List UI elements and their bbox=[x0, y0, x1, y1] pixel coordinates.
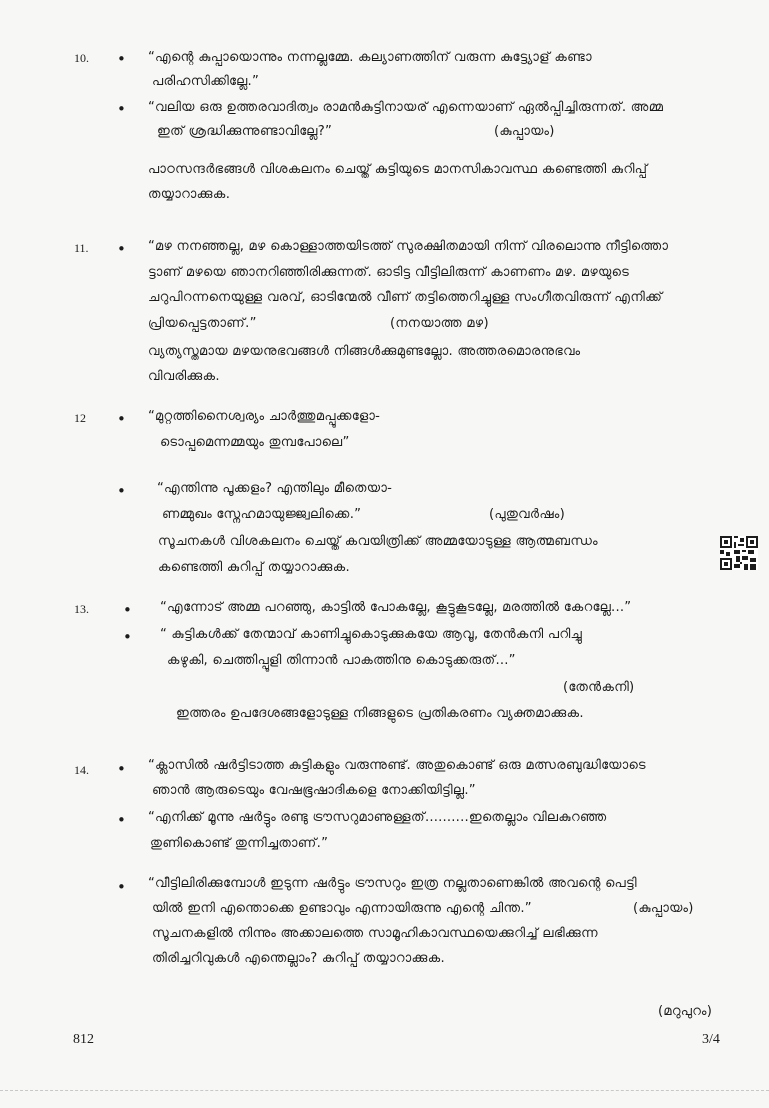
q11-quote-line4: പ്രിയപ്പെട്ടതാണ്.” bbox=[148, 316, 257, 331]
q10-quote1-line2: പരിഹസിക്കില്ലേ.” bbox=[152, 74, 259, 89]
question-number-12: 12 bbox=[74, 411, 86, 425]
bullet-icon: • bbox=[117, 50, 126, 68]
q12-quote2-line2: ണമ്മുഖം സ്നേഹമായുജ്ജ്വലിക്കെ.” bbox=[162, 507, 362, 522]
question-number-14: 14. bbox=[74, 763, 89, 777]
q12-source: (പുതുവർഷം) bbox=[489, 507, 565, 522]
bullet-icon: • bbox=[117, 760, 126, 778]
q14-quote1-line2: ഞാൻ ആരുടെയും വേഷഭൂഷാദികളെ നോക്കിയിട്ടില്ല.” bbox=[152, 783, 476, 798]
question-number-10: 10. bbox=[74, 51, 89, 65]
bullet-icon: • bbox=[117, 410, 126, 428]
bullet-icon: • bbox=[117, 240, 126, 258]
q12-quote1-line2: ടൊപ്പമെന്നമ്മയും തുമ്പപോലെ” bbox=[160, 435, 350, 450]
q12-task-line2: കണ്ടെത്തി കുറിപ്പ് തയ്യാറാക്കുക. bbox=[158, 560, 350, 575]
bullet-icon: • bbox=[123, 601, 132, 619]
question-number-13: 13. bbox=[74, 602, 89, 616]
q11-quote-line2: ട്ടാണ് മഴയെ ഞാനറിഞ്ഞിരിക്കുന്നത്. ഓടിട്ട വീട്ടിലിരുന്ന് കാണണം മഴ. മഴയുടെ bbox=[148, 265, 630, 280]
q14-source: (കുപ്പായം) bbox=[633, 901, 694, 916]
qr-code-icon bbox=[720, 536, 758, 570]
q14-task-line2: തിരിച്ചറിവുകൾ എന്തെല്ലാം? കുറിപ്പ് തയ്യാറാക്കുക. bbox=[152, 951, 445, 966]
q10-quote2-line1: “വലിയ ഒരു ഉത്തരവാദിത്വം രാമൻകുട്ടിനായര് എന്നെയാണ് ഏൽപ്പിച്ചിരുന്നത്. അമ്മ bbox=[148, 100, 664, 115]
question-number-11: 11. bbox=[74, 241, 89, 255]
q12-task-line1: സൂചനകൾ വിശകലനം ചെയ്ത് കവയിത്രിക്ക് അമ്മയോടുള്ള ആത്മബന്ധം bbox=[158, 534, 598, 549]
bullet-icon: • bbox=[117, 811, 126, 829]
q13-source: (തേൻകനി) bbox=[563, 680, 635, 695]
q12-quote1-line1: “മുറ്റത്തിനൈശ്വര്യം ചാർത്തുമപ്പൂക്കളോ- bbox=[148, 409, 381, 424]
bullet-icon: • bbox=[123, 628, 132, 646]
q14-quote1-line1: “ക്ലാസിൽ ഷർട്ടിടാത്ത കുട്ടികളും വരുന്നുണ്ട്. അതുകൊണ്ട് ഒരു മത്സരബുദ്ധിയോടെ bbox=[148, 758, 646, 773]
q10-task-line1: പാഠസന്ദർഭങ്ങൾ വിശകലനം ചെയ്ത് കുട്ടിയുടെ മാനസികാവസ്ഥ കണ്ടെത്തി കുറിപ്പ് bbox=[148, 162, 648, 177]
q14-quote2-line1: “എനിക്ക് മൂന്നു ഷർട്ടും രണ്ടു ട്രൗസറുമാണുള്ളത്..........ഇതെല്ലാം വിലകുറഞ്ഞ bbox=[148, 810, 607, 825]
q11-source: (നനയാത്ത മഴ) bbox=[390, 316, 489, 331]
bullet-icon: • bbox=[117, 482, 126, 500]
q14-task-line1: സൂചനകളിൽ നിന്നും അക്കാലത്തെ സാമൂഹികാവസ്ഥയെക്കുറിച്ച് ലഭിക്കുന്ന bbox=[152, 926, 598, 941]
page-edge-divider bbox=[0, 1090, 769, 1092]
q14-quote2-line2: തുണികൊണ്ട് തുന്നിച്ചതാണ്.” bbox=[150, 836, 329, 851]
q10-quote1-line1: “എന്റെ കുപ്പായൊന്നും നന്നല്ലമ്മേ. കല്യാണത്തിന് വരുന്ന കുട്ട്യോള് കണ്ടാ bbox=[148, 50, 592, 65]
q10-quote2-line2: ഇത് ശ്രദ്ധിക്കുന്നുണ്ടാവില്ലേ?” bbox=[157, 124, 332, 139]
q13-quote1-line1: “എന്നോട് അമ്മ പറഞ്ഞു, കാട്ടിൽ പോകല്ലേ, കൂട്ടുകൂടല്ലേ, മരത്തിൽ കേറല്ലേ...” bbox=[160, 600, 632, 615]
turn-over-note: (മറുപുറം) bbox=[658, 1004, 713, 1019]
q12-quote2-line1: “എന്തിന്നു പൂക്കളം? എന്തിലും മീതെയാ- bbox=[157, 481, 393, 496]
paper-code: 812 bbox=[73, 1032, 94, 1047]
q14-quote3-line1: “വീട്ടിലിരിക്കുമ്പോൾ ഇടുന്ന ഷർട്ടും ട്രൗസറും ഇത്ര നല്ലതാണെങ്കിൽ അവന്റെ പെട്ടി bbox=[148, 876, 637, 891]
q11-quote-line3: ചറുപിറന്നനെയുള്ള വരവ്, ഓടിന്മേൽ വീണ് തട്ടിത്തെറിച്ചുള്ള സംഗീതവിരുന്ന് എനിക്ക് bbox=[148, 290, 663, 305]
q13-quote2-line1: “ കുട്ടികൾക്ക് തേന്മാവ് കാണിച്ചുകൊടുക്കുകയേ ആവൂ, തേൻകനി പറിച്ചു bbox=[160, 627, 583, 642]
bullet-icon: • bbox=[117, 878, 126, 896]
q11-quote-line1: “മഴ നനഞ്ഞല്ല, മഴ കൊള്ളാത്തയിടത്ത് സുരക്ഷിതമായി നിന്ന് വിരലൊന്നു നീട്ടിത്തൊ bbox=[148, 239, 669, 254]
page-number: 3/4 bbox=[702, 1032, 720, 1047]
q10-task-line2: തയ്യാറാക്കുക. bbox=[148, 187, 231, 202]
bullet-icon: • bbox=[117, 100, 126, 118]
q13-quote2-line2: കഴുകി, ചെത്തിപ്പൂളി തിന്നാൻ പാകത്തിനു കൊടുക്കരുത്...” bbox=[167, 653, 516, 668]
q10-source: (കുപ്പായം) bbox=[494, 124, 555, 139]
q14-quote3-line2: യിൽ ഇനി എന്തൊക്കെ ഉണ്ടാവും എന്നായിരുന്നു എന്റെ ചിന്ത.” bbox=[152, 901, 532, 916]
q11-task-line1: വ്യത്യസ്തമായ മഴയനുഭവങ്ങൾ നിങ്ങൾക്കുമുണ്ടല്ലോ. അത്തരമൊരനുഭവം bbox=[148, 344, 581, 359]
q11-task-line2: വിവരിക്കുക. bbox=[148, 369, 220, 384]
q13-task-line1: ഇത്തരം ഉപദേശങ്ങളോടുള്ള നിങ്ങളുടെ പ്രതികരണം വ്യക്തമാക്കുക. bbox=[176, 706, 584, 721]
